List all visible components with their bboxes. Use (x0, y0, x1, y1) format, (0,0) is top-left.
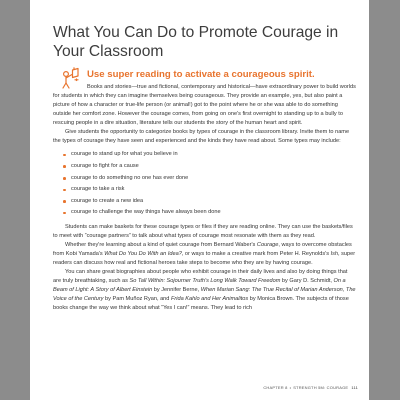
paragraph: Books and stories—true and fictional, contemporary and historical—have extraordinary power to build worlds for students in which they can imagine themselves being courageous. They provide an example, yes, but also paint a picture of how a character or true-life person (or animal!) got to the point where he or she was able to do something outside her comfort zone. However the courage comes, from going on one's first overnight to standing up to a bully to rescuing people in a dire situation, literature tells our students the story of the human heart and spirit. (53, 84, 356, 127)
page-number: 111 (351, 385, 358, 390)
list-item: courage to fight for a cause (63, 161, 357, 173)
paragraph: Give students the opportunity to categorize books by types of courage in the classroom library. Invite them to name the types of courage they have seen and experienced and the kinds they have read about. Some types may include: (53, 129, 350, 145)
book-title: Ish (330, 251, 339, 258)
section-label: STRENGTH 5M: COURAGE (293, 385, 349, 390)
book-title: Frida Kahlo and Her Animalitos (170, 296, 249, 303)
tip-heading: Use super reading to activate a courageous spirit. (87, 69, 315, 80)
paragraph: Students can make baskets for these courage types or files if they are reading online. They can use the baskets/files to meet with “courage partners” to talk about what types of courage most resonate with them as they read. (53, 223, 353, 239)
list-item: courage to take a risk (63, 184, 357, 196)
list-item: courage to do something no one has ever done (63, 173, 357, 185)
body-text (53, 83, 357, 313)
footer-separator: • (289, 385, 292, 390)
book-title: On a Beam of Light: A Story of Albert Einstein (53, 278, 346, 294)
page-title: What You Can Do to Promote Courage in Your Classroom (53, 24, 339, 60)
book-title: What Do You Do With an Idea? (104, 251, 182, 258)
page-footer (263, 385, 358, 390)
paragraph: Whether they're learning about a kind of quiet courage from Bernard Waber's Courage, ways to overcome obstacles from Kobi Yamada's What Do You Do With an Idea?, or ways to make a creative mark from Peter H. Reynolds's Ish, super readers can discuss how real and fictional heroes take steps to become who they are by having courage. (53, 241, 356, 267)
list-item: courage to stand up for what you believe in (63, 149, 357, 161)
book-page (30, 0, 369, 400)
courage-types-list (53, 149, 357, 219)
book-title: Courage (256, 241, 279, 248)
list-item: courage to challenge the way things have always been done (63, 207, 357, 219)
book-title: So Tall Within: Sojourner Truth's Long Walk Toward Freedom (129, 278, 281, 285)
paragraph: You can share great biographies about people who exhibit courage in their daily lives and also by doing things that are truly breathtaking, such as So Tall Within: Sojourner Truth's Long Walk Toward Freedom by Gary D. Schmidt, On a Beam of Light: A Story of Albert Einstein by Jennifer Berne, When Marian Sang: The True Recital of Marian Anderson, The Voice of the Century by Pam Muñoz Ryan, and Frida Kahlo and Her Animalitos by Monica Brown. The subjects of those books change the way we think about what “Yes I can!” means. They lead to rich (53, 269, 356, 312)
book-title: When Marian Sang: The True Recital of Marian Anderson, The Voice of the Century (53, 287, 356, 303)
chapter-label: CHAPTER 8 (263, 385, 288, 390)
list-item: courage to create a new idea (63, 196, 357, 208)
